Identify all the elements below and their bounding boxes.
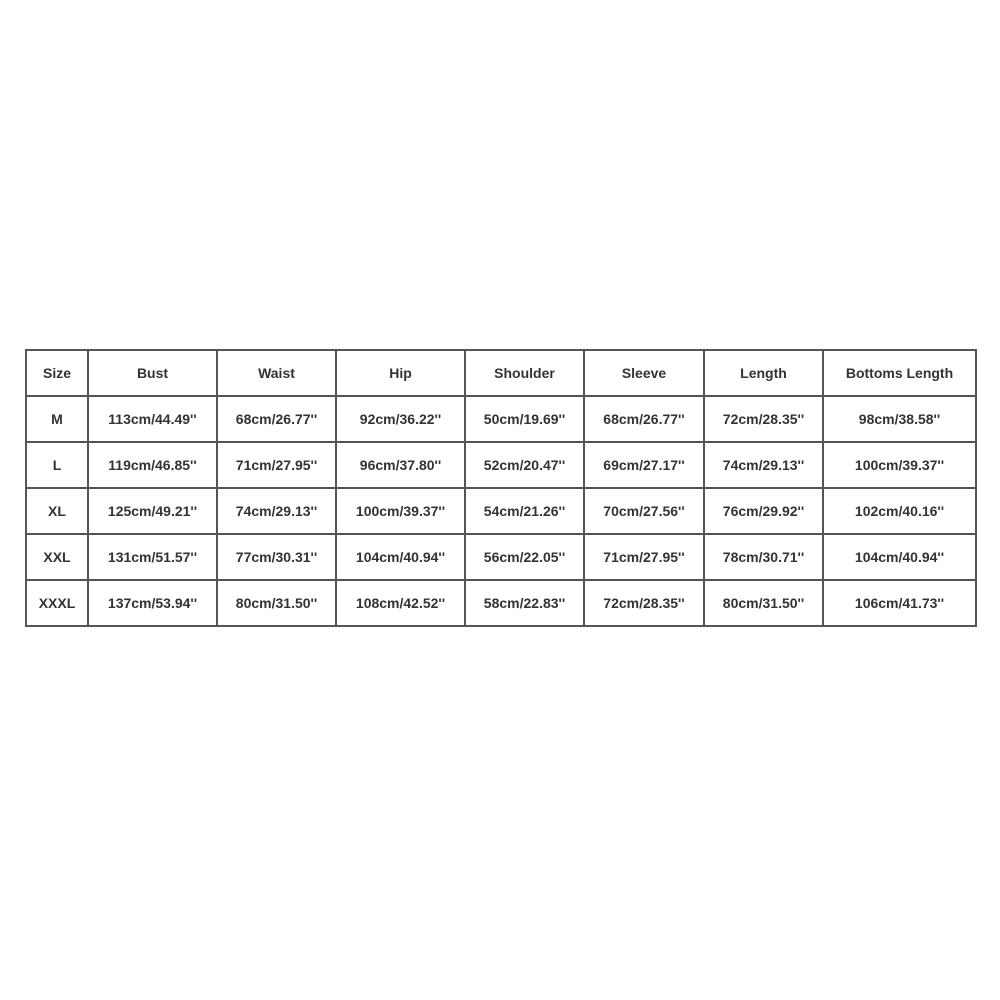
- hip-cell: 96cm/37.80'': [336, 442, 465, 488]
- length-cell: 80cm/31.50'': [704, 580, 823, 626]
- length-cell: 74cm/29.13'': [704, 442, 823, 488]
- table-row: [26, 396, 976, 442]
- header-bottoms-length: Bottoms Length: [823, 350, 976, 396]
- bust-cell: 113cm/44.49'': [88, 396, 217, 442]
- bust-cell: 125cm/49.21'': [88, 488, 217, 534]
- length-cell: 72cm/28.35'': [704, 396, 823, 442]
- hip-cell: 100cm/39.37'': [336, 488, 465, 534]
- shoulder-cell: 56cm/22.05'': [465, 534, 584, 580]
- size-cell: M: [26, 396, 88, 442]
- bottoms-length-cell: 104cm/40.94'': [823, 534, 976, 580]
- header-length: Length: [704, 350, 823, 396]
- waist-cell: 74cm/29.13'': [217, 488, 336, 534]
- bottoms-length-cell: 98cm/38.58'': [823, 396, 976, 442]
- size-chart-table: [25, 349, 977, 627]
- sleeve-cell: 72cm/28.35'': [584, 580, 704, 626]
- waist-cell: 71cm/27.95'': [217, 442, 336, 488]
- size-cell: XXXL: [26, 580, 88, 626]
- shoulder-cell: 58cm/22.83'': [465, 580, 584, 626]
- header-sleeve: Sleeve: [584, 350, 704, 396]
- table-row: [26, 580, 976, 626]
- length-cell: 78cm/30.71'': [704, 534, 823, 580]
- header-shoulder: Shoulder: [465, 350, 584, 396]
- bust-cell: 137cm/53.94'': [88, 580, 217, 626]
- waist-cell: 77cm/30.31'': [217, 534, 336, 580]
- bust-cell: 131cm/51.57'': [88, 534, 217, 580]
- header-waist: Waist: [217, 350, 336, 396]
- bottoms-length-cell: 100cm/39.37'': [823, 442, 976, 488]
- header-size: Size: [26, 350, 88, 396]
- hip-cell: 108cm/42.52'': [336, 580, 465, 626]
- length-cell: 76cm/29.92'': [704, 488, 823, 534]
- hip-cell: 104cm/40.94'': [336, 534, 465, 580]
- shoulder-cell: 52cm/20.47'': [465, 442, 584, 488]
- table-row: [26, 442, 976, 488]
- waist-cell: 68cm/26.77'': [217, 396, 336, 442]
- hip-cell: 92cm/36.22'': [336, 396, 465, 442]
- size-cell: XL: [26, 488, 88, 534]
- bust-cell: 119cm/46.85'': [88, 442, 217, 488]
- sleeve-cell: 69cm/27.17'': [584, 442, 704, 488]
- shoulder-cell: 50cm/19.69'': [465, 396, 584, 442]
- size-cell: XXL: [26, 534, 88, 580]
- sleeve-cell: 68cm/26.77'': [584, 396, 704, 442]
- bottoms-length-cell: 102cm/40.16'': [823, 488, 976, 534]
- bottoms-length-cell: 106cm/41.73'': [823, 580, 976, 626]
- header-hip: Hip: [336, 350, 465, 396]
- sleeve-cell: 71cm/27.95'': [584, 534, 704, 580]
- size-cell: L: [26, 442, 88, 488]
- waist-cell: 80cm/31.50'': [217, 580, 336, 626]
- header-bust: Bust: [88, 350, 217, 396]
- shoulder-cell: 54cm/21.26'': [465, 488, 584, 534]
- table-row: [26, 488, 976, 534]
- sleeve-cell: 70cm/27.56'': [584, 488, 704, 534]
- table-row: [26, 534, 976, 580]
- table-header-row: [26, 350, 976, 396]
